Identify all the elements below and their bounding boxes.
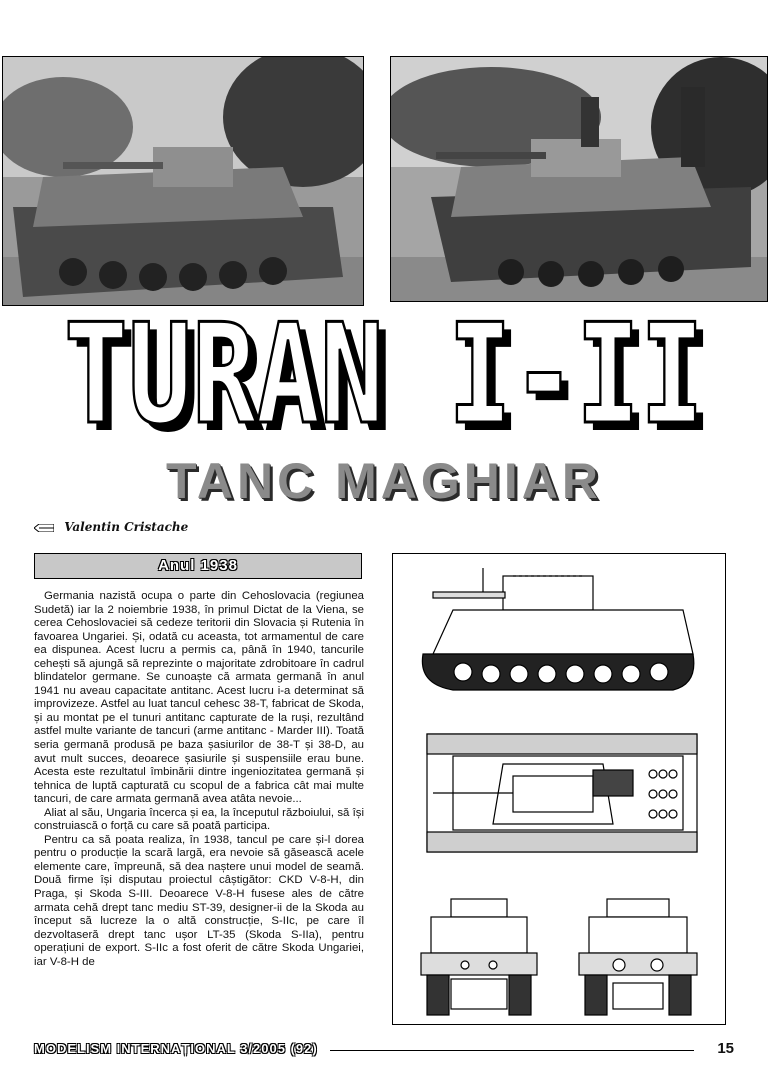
paragraph: Germania nazistă ocupa o parte din Cehoslovacia (regiunea Sudetă) iar la 2 noiembrie 1938, în primul Dictat de la Viena, se cerea Cehoslovaciei să cedeze teritorii din Slovacia și Rutenia în favoarea Ungariei. Și, odată cu aceasta, tot armamentul de care ea dispunea. Acest lucru a permis ca, până în 1940, tancurile cehești să ajungă să reprezinte o majoritate zdrobitoare în cadrul blindatelor germane. Se cunoaște că armata germană în anul 1941 nu aveau capacitate antitanc. Acest lucru i-a determinat să improvizeze. Astfel au luat tancul cehesc 38-T, fabricat de Skoda, și au montat pe el tunuri antitanc capturate de la ruși, rezultând astfel multe variante de tancuri (arme antitanc - Marder III). Toată seria germană produsă pe baza șasiurilor de 38-T și 38-D, au avut mult succes, deoarece șasiurile și suspensiile erau bune. Acesta este rezultatul îmbinării dintre ingeniozitatea germană și tehnica de luptă capturată cu scopul de a fabrica cât mai multe tancuri, de care armata germană avea atâta nevoie... bbox=[34, 590, 364, 806]
author-name: Valentin Cristache bbox=[64, 520, 189, 534]
top-view-drawing bbox=[427, 734, 697, 852]
article-body bbox=[34, 590, 364, 969]
section-heading: Anul 1938 bbox=[158, 557, 238, 574]
photo-tank-left bbox=[2, 56, 364, 306]
tank-blueprint bbox=[393, 554, 725, 1024]
article-title-face: TURAN I-II bbox=[64, 312, 704, 442]
paragraph: Pentru ca să poata realiza, în 1938, tancul pe care și-l dorea pentru o producție la scară largă, era nevoie să găsească acele elemente care, împreună, să dea naștere unui model de seamă. Două firme își disputau proiectul câștigător: CKD V-8-H, din Praga, și Skoda S-III. Deoarece V-8-H fusese ales de către armata cehă drept tanc mediu ST-39, designer-ii de la Skoda au început să lucreze la o altă construcție, S-IIc, pe care îl dezvoltaseră drept tanc ușor LT-35 (Skoda S-IIa), pentru operațiuni de export. S-IIc a fost oferit de către Skoda Ungariei, iar V-8-H de bbox=[34, 833, 364, 968]
front-view-drawing bbox=[421, 899, 537, 1015]
side-view-drawing bbox=[422, 568, 693, 690]
article-subtitle: TANC MAGHIAR bbox=[166, 453, 602, 509]
author-line bbox=[34, 520, 188, 534]
section-heading-box bbox=[34, 553, 362, 579]
magazine-issue: MODELISM INTERNAȚIONAL 3/2005 (92) bbox=[34, 1041, 318, 1056]
page-number: 15 bbox=[717, 1040, 734, 1057]
article-title-shadow: TURAN I-II bbox=[72, 312, 712, 442]
technical-drawings-panel bbox=[392, 553, 726, 1025]
footer-divider bbox=[330, 1050, 694, 1051]
article-title bbox=[0, 312, 768, 442]
rear-view-drawing bbox=[579, 899, 697, 1015]
paragraph: Aliat al său, Ungaria încerca și ea, la începutul războiului, să își construiască o forță cu care să poată participa. bbox=[34, 806, 364, 833]
photo-tank-right bbox=[390, 56, 768, 302]
page-footer bbox=[34, 1041, 734, 1061]
pen-icon bbox=[34, 524, 54, 532]
